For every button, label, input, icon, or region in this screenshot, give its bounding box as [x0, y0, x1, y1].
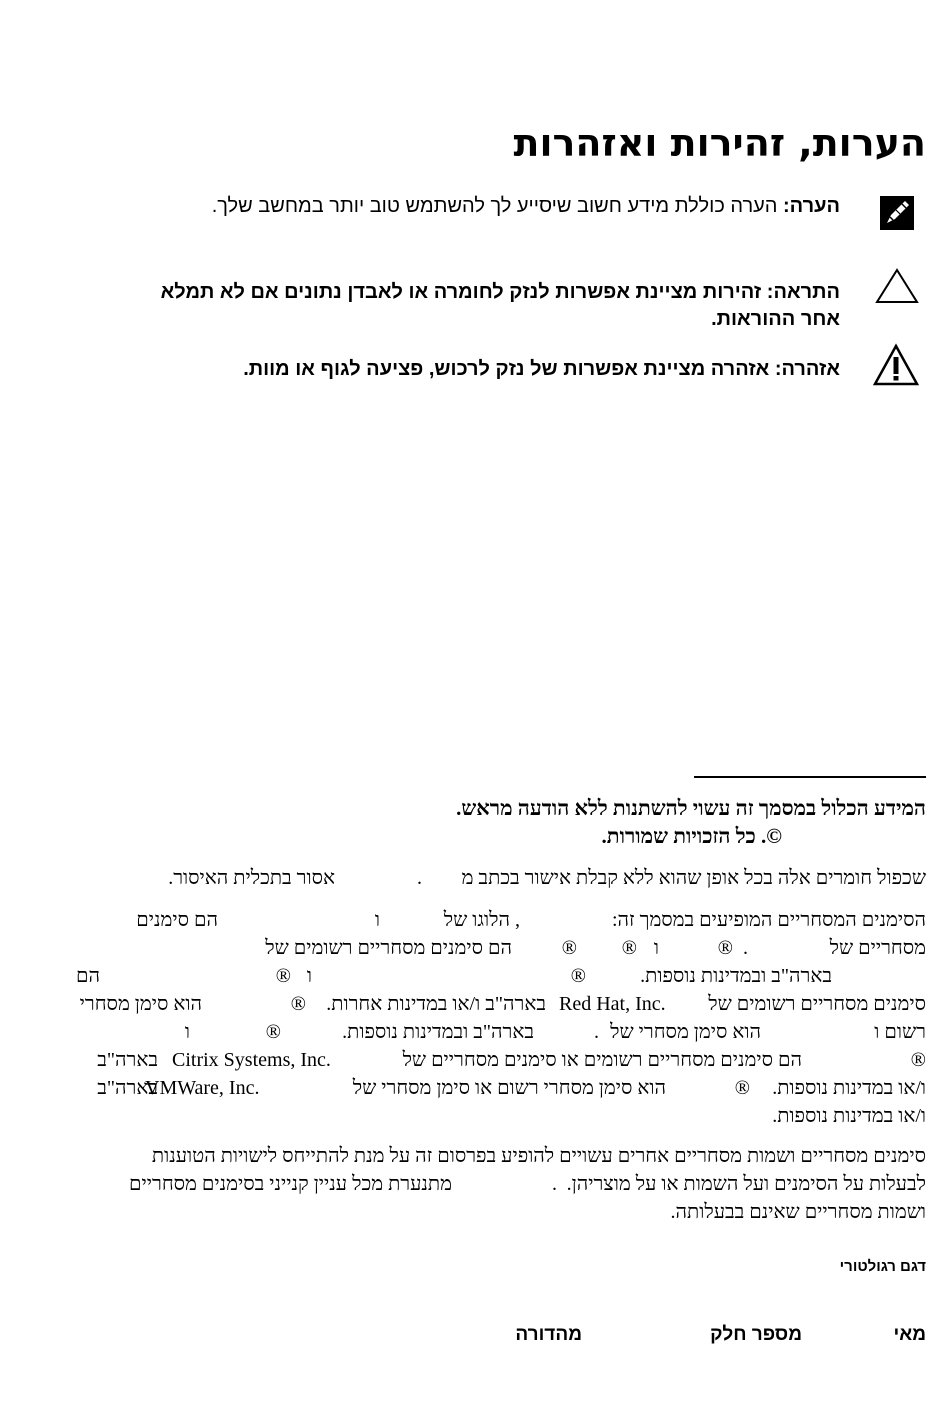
footer-part-number-label: מספר חלק [710, 1324, 802, 1345]
trademarks-l2b: . [743, 937, 748, 959]
footer-revision-label: מהדורה [515, 1324, 582, 1345]
trademarks-l3d: ® [275, 965, 291, 987]
trademarks-l1c: ו [374, 909, 380, 931]
disclaimer-line2: ©. כל הזכויות שמורות. [601, 824, 782, 848]
footnote-divider [694, 776, 926, 778]
trademarks-l5e: ® [265, 1021, 281, 1043]
other-marks-l3: ושמות מסחריים שאינם בבעלותה. [670, 1201, 926, 1223]
other-marks-l2a: לבעלות על הסימנים ועל השמות או על מוצריהן. [566, 1173, 926, 1195]
trademarks-l2f: ® [561, 937, 577, 959]
trademarks-l7a: ו/או במדינות נוספות. [772, 1077, 926, 1099]
trademarks-l2e: ® [621, 937, 637, 959]
warning-exclamation-triangle-icon [872, 343, 920, 387]
other-marks-l2c: מתנערת מכל עניין קנייני בסימנים מסחריים [129, 1173, 452, 1195]
trademarks-l2d: ו [653, 937, 659, 959]
reproduction-text-part1: שכפול חומרים אלה בכל אופן שהוא ללא קבלת אישור בכתב מ [461, 867, 926, 889]
trademarks-l4d: ® [290, 993, 306, 1015]
trademarks-l4b: Red Hat, Inc. [559, 993, 666, 1015]
trademarks-l5c: . [594, 1021, 599, 1043]
warning-label: אזהרה: [774, 358, 840, 380]
trademarks-l7d: VMWare, Inc. [145, 1077, 260, 1099]
caution-label: התראה: [766, 281, 840, 303]
trademarks-l7e: בארה"ב [97, 1077, 158, 1099]
trademarks-l2g: הם סימנים מסחריים רשומים של [265, 937, 512, 959]
trademarks-l1d: הם סימנים [136, 909, 218, 931]
trademarks-l4a: סימנים מסחריים רשומים של [708, 993, 926, 1015]
trademarks-l7b: ® [734, 1077, 750, 1099]
trademarks-l6b: הם סימנים מסחריים רשומים או סימנים מסחריים של [402, 1049, 802, 1071]
trademarks-l2a: מסחריים של [829, 937, 926, 959]
warning-paragraph [110, 356, 840, 383]
warning-text: אזהרה מציינת אפשרות של נזק לרכוש, פציעה לגוף או מוות. [243, 358, 775, 380]
footer-month: מאי [893, 1324, 926, 1345]
trademarks-l5f: ו [184, 1021, 190, 1043]
trademarks-l4c: בארה"ב ו/או במדינות אחרות. [326, 993, 546, 1015]
trademarks-l3e: הם [76, 965, 100, 987]
reproduction-text-part2: אסור בתכלית האיסור. [168, 867, 335, 889]
trademarks-l3c: ו [306, 965, 312, 987]
trademarks-l4e: הוא סימן מסחרי [79, 993, 202, 1015]
trademarks-l8: ו/או במדינות נוספות. [772, 1105, 926, 1127]
trademarks-l2c: ® [717, 937, 733, 959]
reproduction-text-period: . [417, 867, 422, 889]
note-pencil-icon [878, 193, 918, 233]
caution-paragraph [110, 279, 840, 333]
trademarks-l6d: בארה"ב [97, 1049, 158, 1071]
other-marks-l1: סימנים מסחריים ושמות מסחריים אחרים עשויים להופיע בפרסום זה על מנת להתייחס לישויות הטוענות [151, 1145, 926, 1167]
trademarks-l1a: הסימנים המסחריים המופיעים במסמך זה: [611, 909, 926, 931]
caution-text-line2: אחר ההוראות. [711, 308, 840, 330]
page-title: הערות, זהירות ואזהרות [513, 121, 926, 165]
regulatory-model-label: דגם רגולטורי [839, 1258, 926, 1275]
trademarks-l5d: בארה"ב ובמדינות נוספות. [342, 1021, 534, 1043]
trademarks-l7c: הוא סימן מסחרי רשום או סימן מסחרי של [352, 1077, 666, 1099]
note-paragraph [110, 193, 840, 220]
trademarks-l1b: , הלוגו של [443, 909, 520, 931]
note-label: הערה: [783, 195, 840, 217]
other-marks-l2b: . [552, 1173, 557, 1195]
caution-triangle-icon [874, 267, 920, 305]
caution-text-line1: זהירות מציינת אפשרות לנזק לחומרה או לאבדן נתונים אם לא תמלא [160, 281, 767, 303]
trademarks-l5b: הוא סימן מסחרי של [610, 1021, 761, 1043]
trademarks-l6a: ® [910, 1049, 926, 1071]
trademarks-l5a: רשום ו [874, 1021, 926, 1043]
trademarks-l3a: בארה"ב ובמדינות נוספות. [640, 965, 832, 987]
note-text: הערה כוללת מידע חשוב שיסייע לך להשתמש טוב יותר במחשב שלך. [211, 195, 784, 217]
trademarks-l3b: ® [570, 965, 586, 987]
trademarks-l6c: Citrix Systems, Inc. [172, 1049, 331, 1071]
disclaimer-line1: המידע הכלול במסמך זה עשוי להשתנות ללא הודעה מראש. [456, 796, 926, 820]
